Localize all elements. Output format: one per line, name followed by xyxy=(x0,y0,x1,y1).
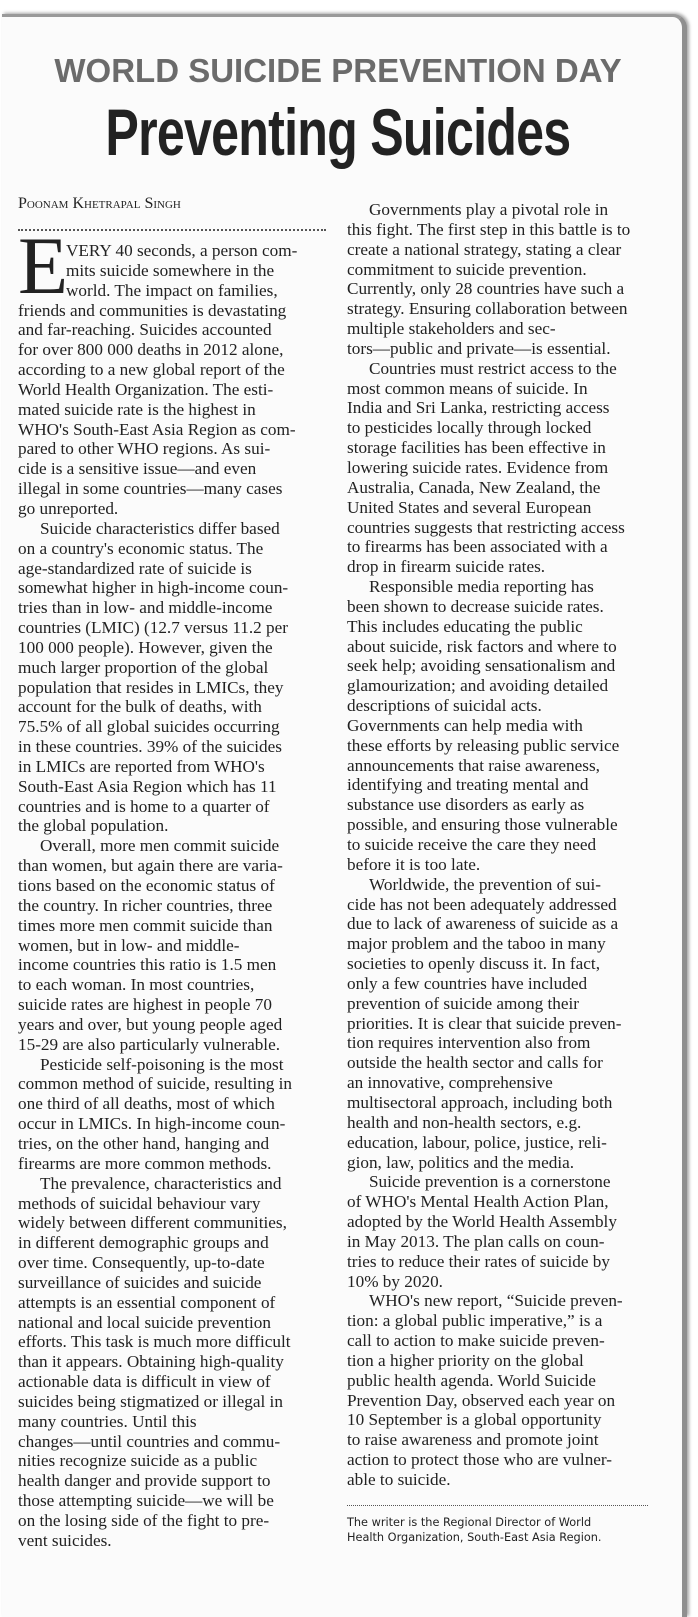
text-line: tries, on the other hand, hanging and xyxy=(18,1133,270,1153)
text-line: 10 September is a global opportunity xyxy=(347,1410,602,1430)
text-line: to firearms has been associated with a xyxy=(347,537,608,557)
paragraph xyxy=(347,577,662,875)
text-line: than it appears. Obtaining high-quality xyxy=(18,1352,284,1372)
text-line: 100 000 people). However, given the xyxy=(18,637,273,657)
text-line: glamourization; and avoiding detailed xyxy=(347,676,609,696)
text-line: vent suicides. xyxy=(18,1530,112,1550)
article-headline xyxy=(0,92,676,172)
text-line: tion requires intervention also from xyxy=(347,1033,591,1053)
text-line: Currently, only 28 countries have such a xyxy=(347,279,625,299)
text-line: countries suggests that restricting access xyxy=(347,517,625,537)
text-line: those attempting suicide—we will be xyxy=(18,1491,274,1511)
text-line: account for the bulk of deaths, with xyxy=(18,697,262,717)
text-line: income countries this ratio is 1.5 men xyxy=(18,955,277,975)
text-line: WHO's new report, “Suicide preven- xyxy=(369,1291,623,1311)
author-note-line: Health Organization, South-East Asia Region. xyxy=(347,1531,602,1544)
text-line: nities recognize suicide as a public xyxy=(18,1451,258,1471)
text-line: education, labour, police, justice, reli- xyxy=(347,1132,607,1152)
author-note-line: The writer is the Regional Director of World xyxy=(347,1516,592,1529)
text-line: prevention of suicide among their xyxy=(347,993,579,1013)
paragraph xyxy=(18,519,328,837)
text-line: in May 2013. The plan calls on coun- xyxy=(347,1231,605,1251)
text-line: efforts. This task is much more difficult xyxy=(18,1332,291,1352)
text-line: to each woman. In most countries, xyxy=(18,975,255,995)
text-line: tors—public and private—is essential. xyxy=(347,338,611,358)
text-line: methods of suicidal behaviour vary xyxy=(18,1193,261,1213)
text-line: somewhat higher in high-income coun- xyxy=(18,578,289,598)
text-line: Pesticide self-poisoning is the most xyxy=(40,1054,284,1074)
text-line: health danger and provide support to xyxy=(18,1471,271,1491)
text-line: 10% by 2020. xyxy=(347,1271,443,1291)
text-line: multiple stakeholders and sec- xyxy=(347,319,556,339)
text-line: national and local suicide prevention xyxy=(18,1312,271,1332)
text-line: create a national strategy, stating a clear xyxy=(347,239,622,259)
text-line: these efforts by releasing public service xyxy=(347,735,620,755)
paragraph xyxy=(18,1055,328,1174)
text-line: priorities. It is clear that suicide preven- xyxy=(347,1013,622,1033)
text-line: 15-29 are also particularly vulnerable. xyxy=(18,1034,281,1054)
text-line: cide is a sensitive issue—and even xyxy=(18,459,257,479)
text-line: Governments can help media with xyxy=(347,715,583,735)
text-line: Suicide prevention is a cornerstone xyxy=(369,1172,611,1192)
paragraph xyxy=(18,1174,328,1551)
text-line: United States and several European xyxy=(347,497,592,517)
text-line: friends and communities is devastating xyxy=(18,300,287,320)
text-line: than women, but again there are varia- xyxy=(18,856,283,876)
text-line: commitment to suicide prevention. xyxy=(347,259,587,279)
text-line: much larger proportion of the global xyxy=(18,657,269,677)
text-line: countries and is home to a quarter of xyxy=(18,796,270,816)
text-line: years and over, but young people aged xyxy=(18,1014,283,1034)
article-column-1 xyxy=(18,241,328,1551)
text-line: societies to openly discuss it. In fact, xyxy=(347,954,600,974)
text-line: substance use disorders as early as xyxy=(347,795,585,815)
text-line: on a country's economic status. The xyxy=(18,538,264,558)
text-line: tion: a global public imperative,” is a xyxy=(347,1311,603,1331)
text-line: mated suicide rate is the highest in xyxy=(18,399,256,419)
text-line: tion a higher priority on the global xyxy=(347,1350,584,1370)
text-line: South-East Asia Region which has 11 xyxy=(18,776,277,796)
text-line: tions based on the economic status of xyxy=(18,876,275,895)
text-line: World Health Organization. The esti- xyxy=(18,379,274,399)
text-line: women, but in low- and middle- xyxy=(18,935,240,955)
text-line: suicides being stigmatized or illegal in xyxy=(18,1391,283,1411)
text-line: common method of suicide, resulting in xyxy=(18,1074,293,1094)
text-line: been shown to decrease suicide rates. xyxy=(347,596,604,616)
footer-divider xyxy=(347,1505,648,1506)
text-line: surveillance of suicides and suicide xyxy=(18,1272,262,1292)
text-line: this fight. The first step in this battle is to xyxy=(347,219,631,239)
text-line: in LMICs are reported from WHO's xyxy=(18,756,265,776)
text-line: adopted by the World Health Assembly xyxy=(347,1212,617,1232)
paragraph xyxy=(18,836,328,1054)
text-line: firearms are more common methods. xyxy=(18,1153,272,1173)
text-line: Australia, Canada, New Zealand, the xyxy=(347,477,601,497)
text-line: to pesticides locally through locked xyxy=(347,418,592,438)
text-line: many countries. Until this xyxy=(18,1411,197,1431)
text-line: 75.5% of all global suicides occurring xyxy=(18,717,280,737)
text-line: widely between different communities, xyxy=(18,1213,287,1233)
text-line: seek help; avoiding sensationalism and xyxy=(347,656,616,676)
text-line: age-standardized rate of suicide is xyxy=(18,558,252,578)
text-line: descriptions of suicidal acts. xyxy=(347,696,542,716)
text-line: possible, and ensuring those vulnerable xyxy=(347,815,618,835)
text-line: identifying and treating mental and xyxy=(347,775,589,795)
text-line: health and non-health sectors, e.g. xyxy=(347,1112,582,1132)
article-column-2 xyxy=(347,200,662,1490)
text-line: population that resides in LMICs, they xyxy=(18,677,284,697)
text-line: Overall, more men commit suicide xyxy=(40,836,280,856)
text-line: according to a new global report of the xyxy=(18,360,285,380)
text-line: most common means of suicide. In xyxy=(347,378,588,398)
text-line: VERY 40 seconds, a person com- xyxy=(66,241,298,260)
text-line: only a few countries have included xyxy=(347,973,588,993)
text-line: WHO's South-East Asia Region as com- xyxy=(18,419,296,439)
paragraph xyxy=(347,359,662,577)
text-line: outside the health sector and calls for xyxy=(347,1053,603,1073)
text-line: tries than in low- and middle-income xyxy=(18,598,273,618)
article-kicker: WORLD SUICIDE PREVENTION DAY xyxy=(54,52,622,89)
paragraph xyxy=(347,1172,662,1291)
text-line: The prevalence, characteristics and xyxy=(40,1173,282,1193)
text-line: mits suicide somewhere in the xyxy=(66,260,275,280)
text-line: pared to other WHO regions. As sui- xyxy=(18,439,271,459)
text-line: and far-reaching. Suicides accounted xyxy=(18,320,272,340)
text-line: times more men commit suicide than xyxy=(18,915,273,935)
text-line: changes—until countries and commu- xyxy=(18,1431,281,1451)
text-line: occur in LMICs. In high-income coun- xyxy=(18,1114,286,1134)
text-line: storage facilities has been effective in xyxy=(347,438,606,458)
text-line: Responsible media reporting has xyxy=(369,577,594,597)
paragraph xyxy=(347,200,662,359)
text-line: Governments play a pivotal role in xyxy=(369,200,609,219)
text-line: Prevention Day, observed each year on xyxy=(347,1390,616,1410)
text-line: on the losing side of the fight to pre- xyxy=(18,1511,270,1530)
text-line: the global population. xyxy=(18,816,169,836)
text-line: This includes educating the public xyxy=(347,616,583,636)
text-line: India and Sri Lanka, restricting access xyxy=(347,398,610,418)
text-line: attempts is an essential component of xyxy=(18,1292,276,1312)
text-line: for over 800 000 deaths in 2012 alone, xyxy=(18,340,284,360)
text-line: of WHO's Mental Health Action Plan, xyxy=(347,1192,609,1212)
text-line: suicide rates are highest in people 70 xyxy=(18,995,272,1015)
text-line: major problem and the taboo in many xyxy=(347,934,606,954)
text-line: about suicide, risk factors and where to xyxy=(347,636,617,656)
text-line: due to lack of awareness of suicide as a xyxy=(347,914,619,934)
text-line: actionable data is difficult in view of xyxy=(18,1372,271,1392)
text-line: go unreported. xyxy=(18,498,119,518)
drop-cap: E xyxy=(18,220,69,311)
paragraph xyxy=(347,1291,662,1489)
text-line: one third of all deaths, most of which xyxy=(18,1094,275,1114)
headline-text: Preventing Suicides xyxy=(105,95,571,169)
paragraph xyxy=(347,875,662,1173)
text-line: tries to reduce their rates of suicide by xyxy=(347,1251,610,1271)
text-line: drop in firearm suicide rates. xyxy=(347,557,546,577)
text-line: Countries must restrict access to the xyxy=(369,358,617,378)
text-line: able to suicide. xyxy=(347,1470,451,1489)
text-line: announcements that raise awareness, xyxy=(347,755,600,775)
text-line: Suicide characteristics differ based xyxy=(40,518,280,538)
text-line: the country. In richer countries, three xyxy=(18,895,273,915)
paragraph xyxy=(18,241,328,519)
text-line: countries (LMIC) (12.7 versus 11.2 per xyxy=(18,618,289,638)
text-line: world. The impact on families, xyxy=(66,280,278,300)
text-line: call to action to make suicide preven- xyxy=(347,1331,605,1351)
text-line: public health agenda. World Suicide xyxy=(347,1370,596,1390)
author-note xyxy=(347,1515,602,1545)
text-line: to suicide receive the care they need xyxy=(347,835,597,854)
text-line: in these countries. 39% of the suicides xyxy=(18,737,282,757)
text-line: cide has not been adequately addressed xyxy=(347,894,617,914)
text-line: an innovative, comprehensive xyxy=(347,1073,553,1093)
text-line: strategy. Ensuring collaboration between xyxy=(347,299,628,319)
text-line: before it is too late. xyxy=(347,854,481,874)
text-line: illegal in some countries—many cases xyxy=(18,479,283,499)
text-line: lowering suicide rates. Evidence from xyxy=(347,457,609,477)
author-byline: Poonam Khetrapal Singh xyxy=(18,195,181,212)
text-line: action to protect those who are vulner- xyxy=(347,1450,613,1470)
text-line: gion, law, politics and the media. xyxy=(347,1152,575,1172)
text-line: in different demographic groups and xyxy=(18,1233,269,1253)
text-line: Worldwide, the prevention of sui- xyxy=(369,874,602,894)
text-line: over time. Consequently, up-to-date xyxy=(18,1253,265,1273)
text-line: multisectoral approach, including both xyxy=(347,1092,613,1112)
text-line: to raise awareness and promote joint xyxy=(347,1430,599,1450)
